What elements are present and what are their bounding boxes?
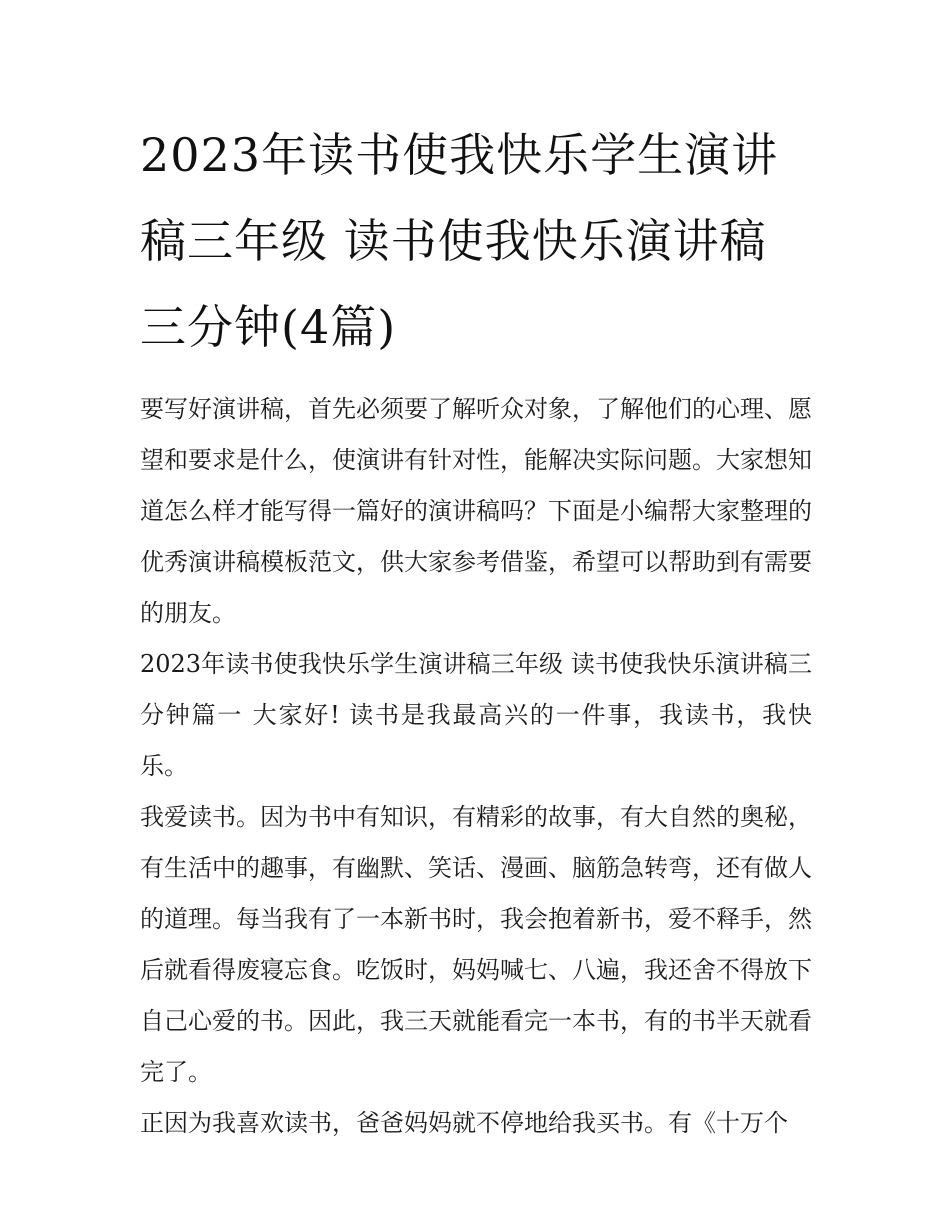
document-body (140, 384, 812, 1149)
document-title: 2023年读书使我快乐学生演讲稿三年级 读书使我快乐演讲稿三分钟(4篇) (140, 128, 779, 354)
paragraph-love-reading: 我爱读书。因为书中有知识，有精彩的故事，有大自然的奥秘，有生活中的趣事，有幽默、笑话、漫画、脑筋急转弯，还有做人的道理。每当我有了一本新书时，我会抱着新书，爱不释手，然后就看得废寝忘食。吃饭时，妈妈喊七、八遍，我还舍不得放下自己心爱的书。因此，我三天就能看完一本书，有的书半天就看完了。 (140, 803, 812, 1086)
paragraph-parents-buy-books: 正因为我喜欢读书，爸爸妈妈就不停地给我买书。有《十万个 (140, 1109, 788, 1137)
document-page (140, 112, 812, 1149)
paragraph-section-one-opening: 2023年读书使我快乐学生演讲稿三年级 读书使我快乐演讲稿三分钟篇一 大家好! 读书是我最高兴的一件事，我读书，我快乐。 (140, 650, 812, 780)
paragraph-intro: 要写好演讲稿，首先必须要了解听众对象，了解他们的心理、愿望和要求是什么，使演讲有针对性，能解决实际问题。大家想知道怎么样才能写得一篇好的演讲稿吗？下面是小编帮大家整理的优秀演讲稿模板范文，供大家参考借鉴，希望可以帮助到有需要的朋友。 (140, 395, 812, 627)
